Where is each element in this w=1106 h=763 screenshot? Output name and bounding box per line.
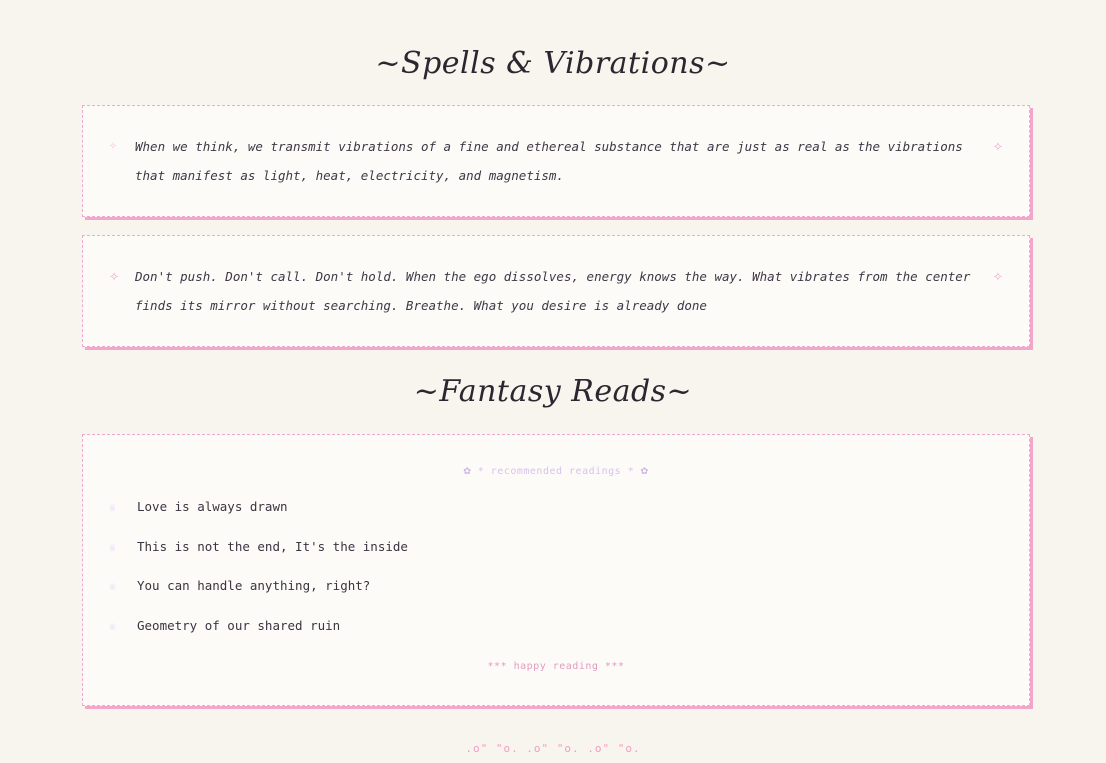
sparkle-icon: ✧	[992, 266, 1003, 286]
crown-icon: ♕	[109, 579, 117, 593]
list-item[interactable]	[109, 578, 408, 618]
sparkle-icon: ✧	[109, 266, 120, 286]
list-item-label: This is not the end, It's the inside	[137, 538, 408, 554]
spells-section-title: ~Spells & Vibrations~	[375, 46, 731, 81]
quote-text: When we think, we transmit vibrations of a fine and ethereal substance that are just as real as the vibrations that manifest as light, heat, electricity, and magnetism.	[135, 139, 963, 183]
crown-icon: ♕	[109, 500, 117, 514]
list-item-label: Geometry of our shared ruin	[137, 617, 341, 633]
list-item[interactable]	[109, 539, 408, 579]
sparkle-icon: ✧	[109, 138, 117, 153]
quote-card	[82, 235, 1030, 347]
crown-icon: ♕	[109, 539, 117, 554]
crown-icon: ♕	[109, 618, 117, 633]
reads-header-text: * recommended readings *	[477, 466, 635, 477]
quote-text: Don't push. Don't call. Don't hold. When the ego dissolves, energy knows the way. What vibrates from the center finds its mirror without searching. Breathe. What you desire is already done	[135, 269, 971, 313]
flower-icon: ✿	[463, 463, 472, 477]
bottom-decoration: .o" "o. .o" "o. .o" "o.	[465, 742, 641, 755]
quote-card	[82, 105, 1030, 217]
fantasy-section-title: ~Fantasy Reads~	[413, 374, 693, 409]
list-item[interactable]	[109, 499, 408, 539]
sparkle-icon: ✧	[992, 136, 1003, 156]
reads-card	[82, 434, 1030, 706]
list-item[interactable]	[109, 618, 408, 658]
list-item-label: You can handle anything, right?	[137, 578, 371, 593]
list-item-label: Love is always drawn	[137, 499, 288, 514]
flower-icon: ✿	[640, 463, 649, 477]
reads-header	[83, 463, 1029, 477]
reads-list	[109, 499, 408, 657]
reads-footer: *** happy reading ***	[487, 661, 625, 672]
